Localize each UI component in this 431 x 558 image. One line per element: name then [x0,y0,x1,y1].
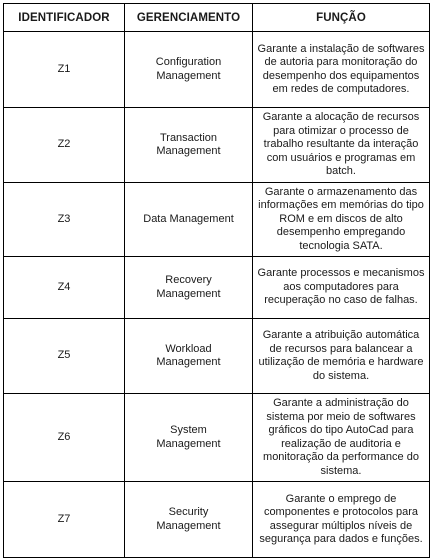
row-management-text: Workload Management [156,342,221,368]
header-funcao: FUNÇÃO [253,4,430,32]
row-identifier: Z5 [4,319,125,394]
management-table [3,3,430,558]
row-management [125,183,253,257]
row-management [125,257,253,319]
row-identifier: Z2 [4,108,125,183]
header-row [4,4,430,32]
row-identifier: Z7 [4,482,125,558]
row-management-text: Configuration Management [155,56,222,82]
row-management [125,108,253,183]
row-identifier: Z1 [4,32,125,108]
table-row [4,32,430,108]
table-row [4,108,430,183]
row-management-text: Security Management [156,506,221,532]
row-function: Garante a atribuição automática de recursos para balancear a utilização de memória e hardware do sistema. [253,319,430,394]
table-row [4,257,430,319]
table-row [4,183,430,257]
header-identificador: IDENTIFICADOR [4,4,125,32]
row-identifier: Z3 [4,183,125,257]
row-management-text: Recovery Management [156,274,221,300]
row-function: Garante a administração do sistema por meio de softwares gráficos do tipo AutoCad para realização de auditoria e monitoração da performance do sistema. [253,394,430,482]
row-function: Garante a alocação de recursos para otimizar o processo de trabalho resultante da interação com usuários e programas em batch. [253,108,430,183]
row-function: Garante a instalação de softwares de autoria para monitoração do desempenho dos equipamentos em redes de computadores. [253,32,430,108]
header-gerenciamento: GERENCIAMENTO [125,4,253,32]
row-identifier: Z4 [4,257,125,319]
table-row [4,319,430,394]
row-management-text: System Management [156,424,221,450]
row-management [125,482,253,558]
table-row [4,482,430,558]
row-management [125,319,253,394]
row-management-text: Data Management [143,212,234,225]
row-function: Garante processos e mecanismos aos computadores para recuperação no caso de falhas. [253,257,430,319]
row-management [125,394,253,482]
row-management [125,32,253,108]
management-table-container [3,3,429,558]
table-row [4,394,430,482]
row-function: Garante o armazenamento das informações em memórias do tipo ROM e em discos de alto desempenho empregando tecnologia SATA. [253,183,430,257]
row-identifier: Z6 [4,394,125,482]
row-management-text: Transaction Management [156,131,221,157]
row-function: Garante o emprego de componentes e protocolos para assegurar múltiplos níveis de segurança para dados e funções. [253,482,430,558]
